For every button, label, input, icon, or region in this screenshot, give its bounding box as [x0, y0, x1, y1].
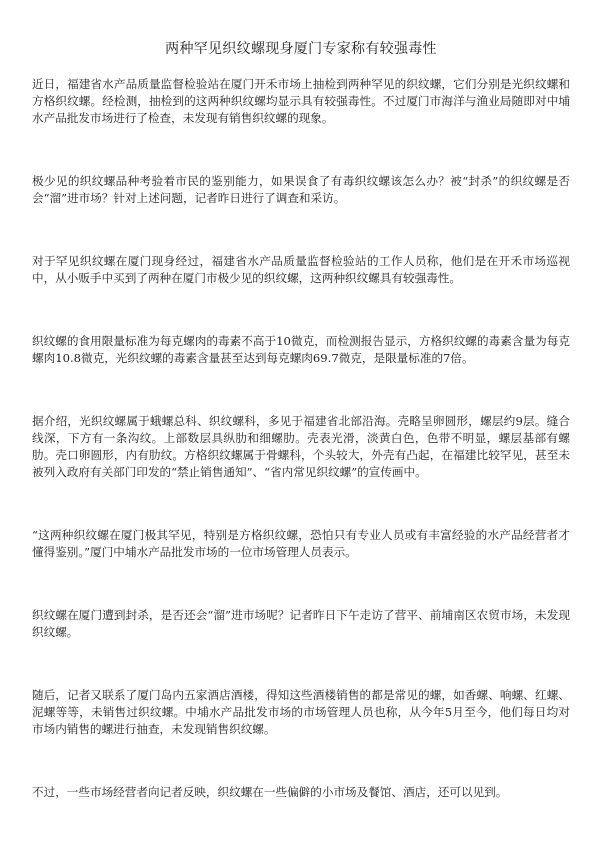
paragraph-4: 织纹螺的食用限量标准为每克螺肉的毒素不高于10微克，而检测报告显示，方格织纹螺的毒素含量为每克螺肉10.8微克，光织纹螺的毒素含量甚至达到每克螺肉69.7微克，是限量标准的7倍。 — [32, 334, 570, 365]
paragraph-1: 近日，福建省水产品质量监督检验站在厦门开禾市场上抽检到两种罕见的织纹螺，它们分别是光织纹螺和方格织纹螺。经检测，抽检到的这两种织纹螺均显示具有较强毒性。不过厦门市海洋与渔业局随即对中埔水产品批发市场进行了检查，未发现有销售织纹螺的现象。 — [32, 77, 570, 125]
article-title: 两种罕见织纹螺现身厦门专家称有较强毒性 — [165, 41, 437, 57]
paragraph-8: 随后，记者又联系了厦门岛内五家酒店酒楼，得知这些酒楼销售的都是常见的螺，如香螺、响螺、红螺、泥螺等等，未销售过织纹螺。中埔水产品批发市场的市场管理人员也称，从今年5月至今，他们每日均对市场内销售的螺进行抽查，未发现销售织纹螺。 — [32, 688, 570, 736]
paragraph-6: “这两种织纹螺在厦门极其罕见，特别是方格织纹螺，恐怕只有专业人员或有丰富经验的水产品经营者才懂得鉴别。”厦门中埔水产品批发市场的一位市场管理人员表示。 — [32, 528, 570, 559]
paragraph-7: 织纹螺在厦门遭到封杀，是否还会“溜”进市场呢？记者昨日下午走访了营平、前埔南区农贸市场，未发现织纹螺。 — [32, 608, 570, 639]
paragraph-9: 不过，一些市场经营者向记者反映，织纹螺在一些偏僻的小市场及餐馆、酒店，还可以见到。 — [32, 785, 508, 799]
paragraph-2: 极少见的织纹螺品种考验着市民的鉴别能力，如果误食了有毒织纹螺该怎么办？被“封杀”的织纹螺是否会“溜”进市场？针对上述问题，记者昨日进行了调查和采访。 — [32, 174, 570, 205]
paragraph-3: 对于罕见织纹螺在厦门现身经过，福建省水产品质量监督检验站的工作人员称，他们是在开禾市场巡视中，从小贩手中买到了两种在厦门市极少见的织纹螺，这两种织纹螺具有较强毒性。 — [32, 254, 570, 285]
paragraph-5: 据介绍，光织纹螺属于蛾螺总科、织纹螺科，多见于福建省北部沿海。壳略呈卵圆形，螺层约9层。缝合线深，下方有一条沟纹。上部数层具纵肋和细螺肋。壳表光滑，淡黄白色，色带不明显，螺层基部有螺肋。壳口卵圆形，内有肋纹。方格织纹螺属于骨螺科，个头较大，外壳有凸起，在福建比较罕见，甚至未被列入政府有关部门印发的“禁止销售通知”、“省内常见织纹螺”的宣传画中。 — [32, 414, 570, 479]
